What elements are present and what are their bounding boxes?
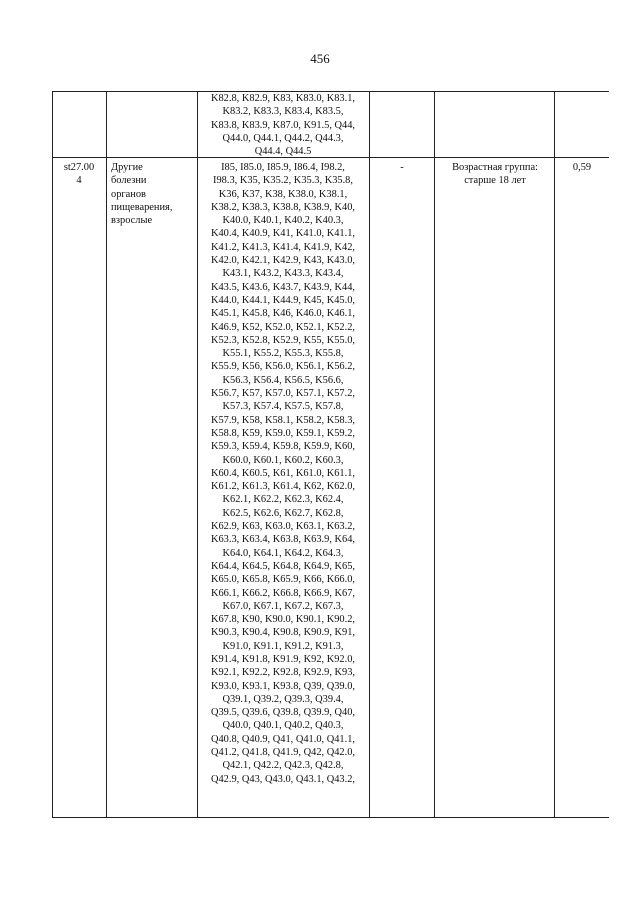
group-name-line: Другие — [111, 162, 143, 173]
code-line: K56.7, K57, K57.0, K57.1, K57.2, — [210, 388, 356, 400]
column-divider — [369, 91, 370, 818]
code-line: K41.2, K41.3, K41.4, K41.9, K42, — [210, 241, 356, 253]
age-group-cell — [436, 161, 554, 188]
group-name-line: органов — [111, 188, 146, 200]
procedure-cell: - — [400, 162, 404, 173]
group-name-line: болезни — [111, 175, 147, 187]
column-divider — [197, 91, 198, 818]
code-line: Q42.1, Q42.2, Q42.3, Q42.8, — [222, 760, 344, 772]
column-divider — [434, 91, 435, 818]
diagnosis-codes-cell — [200, 161, 366, 786]
coefficient-cell: 0,59 — [572, 162, 592, 173]
code-line: K92.1, K92.2, K92.8, K92.9, K93, — [210, 667, 356, 679]
code-line: K82.8, K82.9, K83, K83.0, K83.1, — [210, 93, 356, 104]
age-group-line: Возрастная группа: — [452, 162, 538, 173]
code-line: K64.4, K64.5, K64.8, K64.9, K65, — [210, 560, 356, 572]
code-line: I85, I85.0, I85.9, I86.4, I98.2, — [221, 162, 345, 173]
code-line: Q41.2, Q41.8, Q41.9, Q42, Q42.0, — [210, 747, 356, 759]
group-code: 4 — [76, 175, 82, 187]
table-border-left — [52, 91, 53, 818]
code-line: K58.8, K59, K59.0, K59.1, K59.2, — [210, 427, 356, 439]
tariff-table — [52, 91, 609, 818]
code-line: K57.3, K57.4, K57.5, K57.8, — [222, 401, 344, 413]
code-line: K93.0, K93.1, K93.8, Q39, Q39.0, — [210, 680, 356, 692]
code-line: K61.2, K61.3, K61.4, K62, K62.0, — [210, 481, 356, 493]
code-line: K91.4, K91.8, K91.9, K92, K92.0, — [210, 653, 356, 665]
code-line: K64.0, K64.1, K64.2, K64.3, — [222, 547, 344, 559]
group-name-line: взрослые — [111, 215, 153, 227]
code-line: K40.4, K40.9, K41, K41.0, K41.1, — [210, 228, 356, 240]
code-line: K42.0, K42.1, K42.9, K43, K43.0, — [210, 255, 356, 267]
code-line: K90.3, K90.4, K90.8, K90.9, K91, — [210, 627, 356, 639]
group-name-cell — [111, 161, 197, 227]
code-line: K62.1, K62.2, K62.3, K62.4, — [222, 494, 344, 506]
code-line: K62.9, K63, K63.0, K63.1, K63.2, — [210, 521, 356, 533]
code-line: Q40.8, Q40.9, Q41, Q41.0, Q41.1, — [210, 733, 356, 745]
code-line: K66.1, K66.2, K66.8, K66.9, K67, — [210, 587, 356, 599]
code-line: K60.0, K60.1, K60.2, K60.3, — [222, 454, 344, 466]
code-line: K56.3, K56.4, K56.5, K56.6, — [222, 374, 344, 386]
code-line: K52.3, K52.8, K52.9, K55, K55.0, — [210, 334, 356, 346]
code-line: K65.0, K65.8, K65.9, K66, K66.0, — [210, 574, 356, 586]
group-code-cell — [54, 161, 104, 188]
page-number: 456 — [310, 51, 330, 66]
code-line: K83.8, K83.9, K87.0, K91.5, Q44, — [210, 119, 356, 131]
code-line: I98.3, K35, K35.2, K35.3, K35.8, — [213, 175, 353, 187]
code-line: K55.9, K56, K56.0, K56.1, K56.2, — [210, 361, 356, 373]
code-line: K44.0, K44.1, K44.9, K45, K45.0, — [210, 294, 356, 306]
code-line: K67.0, K67.1, K67.2, K67.3, — [222, 600, 344, 612]
diagnosis-codes-cell — [200, 92, 366, 158]
code-line: K36, K37, K38, K38.0, K38.1, — [218, 188, 348, 200]
code-line: K38.2, K38.3, K38.8, K38.9, K40, — [210, 201, 356, 213]
code-line: Q39.5, Q39.6, Q39.8, Q39.9, Q40, — [210, 707, 356, 719]
column-divider — [106, 91, 107, 818]
code-line: Q42.9, Q43, Q43.0, Q43.1, Q43.2, — [210, 773, 356, 785]
code-line: K83.2, K83.3, K83.4, K83.5, — [222, 106, 344, 118]
group-code: st27.00 — [63, 162, 95, 173]
code-line: Q40.0, Q40.1, Q40.2, Q40.3, — [222, 720, 344, 732]
group-name-line: пищеварения, — [111, 201, 173, 213]
code-line: K40.0, K40.1, K40.2, K40.3, — [222, 215, 344, 227]
code-line: K43.5, K43.6, K43.7, K43.9, K44, — [210, 281, 356, 293]
code-line: K60.4, K60.5, K61, K61.0, K61.1, — [210, 467, 356, 479]
code-line: K43.1, K43.2, K43.3, K43.4, — [222, 268, 344, 280]
code-line: K67.8, K90, K90.0, K90.1, K90.2, — [210, 614, 356, 626]
code-line: Q44.0, Q44.1, Q44.2, Q44.3, — [222, 132, 344, 144]
column-divider — [554, 91, 555, 818]
code-line: K46.9, K52, K52.0, K52.1, K52.2, — [210, 321, 356, 333]
age-group-line: старше 18 лет — [464, 175, 526, 187]
code-line: K59.3, K59.4, K59.8, K59.9, K60, — [210, 441, 356, 453]
code-line: K63.3, K63.4, K63.8, K63.9, K64, — [210, 534, 356, 546]
code-line: K62.5, K62.6, K62.7, K62.8, — [222, 507, 344, 519]
code-line: K55.1, K55.2, K55.3, K55.8, — [222, 348, 344, 360]
code-line: K91.0, K91.1, K91.2, K91.3, — [222, 640, 344, 652]
code-line: Q44.4, Q44.5 — [254, 146, 312, 158]
table-border-bottom — [52, 817, 609, 818]
code-line: K45.1, K45.8, K46, K46.0, K46.1, — [210, 308, 356, 320]
code-line: Q39.1, Q39.2, Q39.3, Q39.4, — [222, 693, 344, 705]
code-line: K57.9, K58, K58.1, K58.2, K58.3, — [210, 414, 356, 426]
